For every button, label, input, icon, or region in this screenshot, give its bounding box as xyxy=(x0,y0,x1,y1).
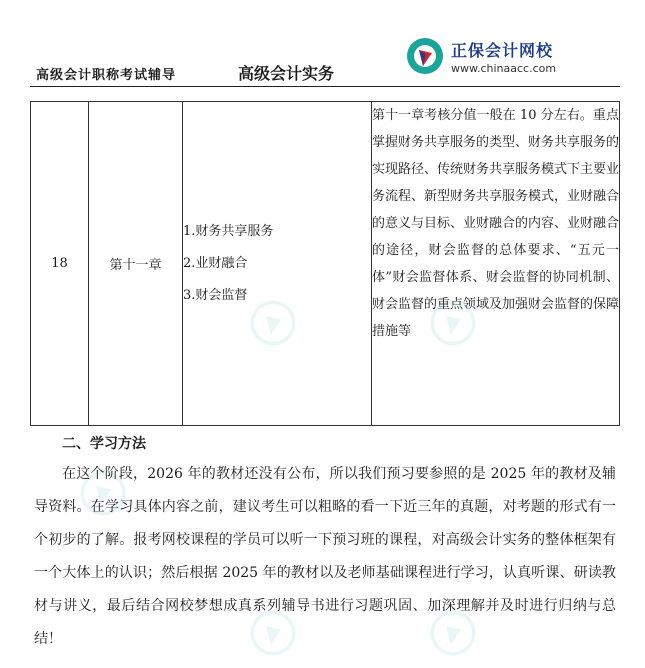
study-plan-table xyxy=(30,101,620,426)
row-number: 18 xyxy=(31,102,89,426)
topic-item: 1.财务共享服务 xyxy=(183,223,274,239)
row-topics xyxy=(183,102,372,426)
row-chapter: 第十一章 xyxy=(89,102,183,426)
logo-url: www.chinaacc.com xyxy=(451,62,557,75)
header-series-title: 高级会计职称考试辅导 xyxy=(36,68,177,83)
chinaacc-logo xyxy=(405,36,605,82)
logo-emblem-icon xyxy=(405,36,445,76)
logo-name: 正保会计网校 xyxy=(451,41,554,60)
topic-item: 3.财会监督 xyxy=(183,287,248,303)
section-paragraph: 在这个阶段，2026 年的教材还没有公布，所以我们预习要参照的是 2025 年的教材及辅导资料。在学习具体内容之前，建议考生可以粗略的看一下近三年的真题，对考题的形式有一个初步的了解。报考网校课程的学员可以听一下预习班的课程，对高级会计实务的整体框架有一个大体上的认识；然后根据 2025 年的教材以及老师基础课程进行学习，认真听课、研读教材与讲义，最后结合网校梦想成真系列辅导书进行习题巩固、加深理解并及时进行归纳与总结！ xyxy=(34,466,616,647)
table-row xyxy=(31,102,620,426)
topic-item: 2.业财融合 xyxy=(183,255,248,271)
section-title: 二、学习方法 xyxy=(62,436,146,452)
page-header xyxy=(0,0,645,88)
header-subject-title: 高级会计实务 xyxy=(238,64,335,83)
header-divider xyxy=(30,86,620,87)
row-description: 第十一章考核分值一般在 10 分左右。重点掌握财务共享服务的类型、财务共享服务的实现路径、传统财务共享服务模式下主要业务流程、新型财务共享服务模式，业财融合的意义与目标、业财融合的内容、业财融合的途径，财会监督的总体要求、“五元一体”财会监督体系、财会监督的协同机制、财会监督的重点领域及加强财会监督的保障措施等 xyxy=(372,102,620,426)
